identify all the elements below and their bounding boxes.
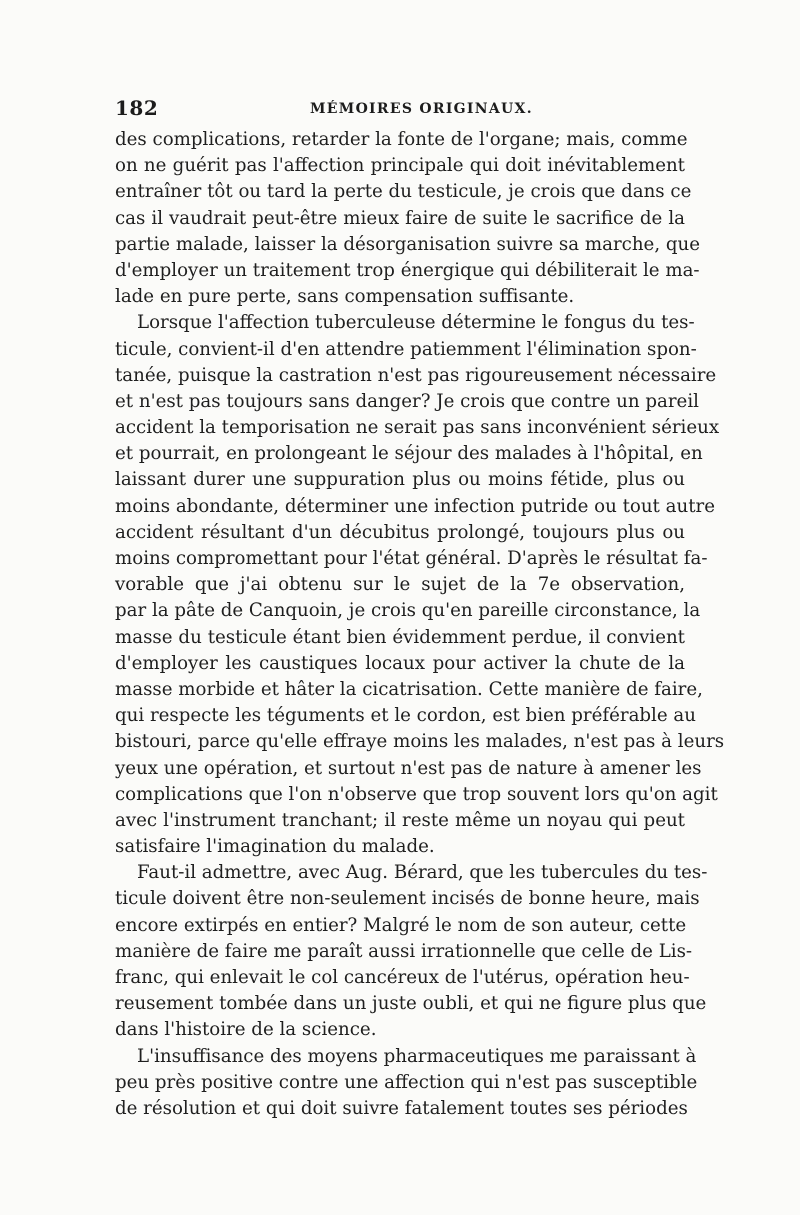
text-line: masse du testicule étant bien évidemment perdue, il convient bbox=[115, 626, 685, 648]
text-line: d'employer les caustiques locaux pour activer la chute de la bbox=[115, 652, 685, 674]
text-line: laissant durer une suppuration plus ou moins fétide, plus ou bbox=[115, 469, 685, 491]
paragraph bbox=[115, 1044, 698, 1123]
text-line: dans l'histoire de la science. bbox=[115, 1019, 377, 1041]
text-line: accident résultant d'un décubitus prolongé, toujours plus ou bbox=[115, 521, 685, 543]
text-line: moins compromettant pour l'état général. D'après le résultat fa- bbox=[115, 548, 708, 569]
text-line: avec l'instrument tranchant; il reste même un noyau qui peut bbox=[115, 809, 685, 831]
text-line: Faut-il admettre, avec Aug. Bérard, que les tubercules du tes- bbox=[137, 862, 708, 884]
text-line: Lorsque l'affection tuberculeuse détermine le fongus du tes- bbox=[137, 312, 695, 334]
text-line: entraîner tôt ou tard la perte du testicule, je crois que dans ce bbox=[115, 181, 692, 203]
text-line: d'employer un traitement trop énergique qui débiliterait le ma- bbox=[115, 259, 700, 281]
page-header bbox=[115, 96, 685, 126]
body-text bbox=[115, 127, 725, 1122]
text-line: et n'est pas toujours sans danger? Je crois que contre un pareil bbox=[115, 390, 699, 412]
text-line: reusement tombée dans un juste oubli, et qui ne figure plus que bbox=[115, 993, 707, 1015]
text-line: ticule doivent être non-seulement incisés de bonne heure, mais bbox=[115, 888, 700, 910]
text-line: on ne guérit pas l'affection principale qui doit inévitablement bbox=[115, 155, 685, 177]
text-line: par la pâte de Canquoin, je crois qu'en pareille circonstance, la bbox=[115, 600, 701, 622]
text-line: partie malade, laisser la désorganisation suivre sa marche, que bbox=[115, 233, 701, 255]
text-line: bistouri, parce qu'elle effraye moins les malades, n'est pas à leurs bbox=[115, 731, 725, 753]
text-line: yeux une opération, et surtout n'est pas de nature à amener les bbox=[115, 757, 702, 779]
text-line: tanée, puisque la castration n'est pas rigoureusement nécessaire bbox=[115, 364, 717, 386]
text-line: complications que l'on n'observe que trop souvent lors qu'on agit bbox=[115, 783, 718, 805]
text-line: encore extirpés en entier? Malgré le nom de son auteur, cette bbox=[115, 914, 687, 936]
text-line: moins abondante, déterminer une infection putride ou tout autre bbox=[115, 495, 715, 517]
running-title: MÉMOIRES ORIGINAUX. bbox=[310, 101, 533, 117]
paragraph bbox=[115, 127, 701, 310]
text-line: et pourrait, en prolongeant le séjour des malades à l'hôpital, en bbox=[115, 443, 703, 465]
text-line: accident la temporisation ne serait pas sans inconvénient sérieux bbox=[115, 417, 720, 439]
text-line: peu près positive contre une affection qui n'est pas susceptible bbox=[115, 1071, 698, 1093]
text-line: masse morbide et hâter la cicatrisation. Cette manière de faire, bbox=[115, 678, 703, 700]
text-line: de résolution et qui doit suivre fatalement toutes ses périodes bbox=[115, 1097, 688, 1119]
text-line: lade en pure perte, sans compensation suffisante. bbox=[115, 286, 575, 308]
text-line: L'insuffisance des moyens pharmaceutiques me paraissant à bbox=[137, 1045, 697, 1067]
page-number: 182 bbox=[115, 96, 159, 120]
text-line: qui respecte les téguments et le cordon, est bien préférable au bbox=[115, 705, 696, 727]
text-line: vorable que j'ai obtenu sur le sujet de la 7e observation, bbox=[115, 574, 685, 596]
paragraph bbox=[115, 860, 708, 1043]
text-line: manière de faire me paraît aussi irrationnelle que celle de Lis- bbox=[115, 940, 693, 962]
text-line: cas il vaudrait peut-être mieux faire de suite le sacrifice de la bbox=[115, 207, 685, 229]
text-line: des complications, retarder la fonte de l'organe; mais, comme bbox=[115, 129, 688, 150]
paragraph bbox=[115, 310, 725, 860]
text-line: franc, qui enlevait le col cancéreux de l'utérus, opération heu- bbox=[115, 967, 690, 988]
text-line: ticule, convient-il d'en attendre patiemment l'élimination spon- bbox=[115, 338, 697, 360]
text-line: satisfaire l'imagination du malade. bbox=[115, 836, 435, 858]
